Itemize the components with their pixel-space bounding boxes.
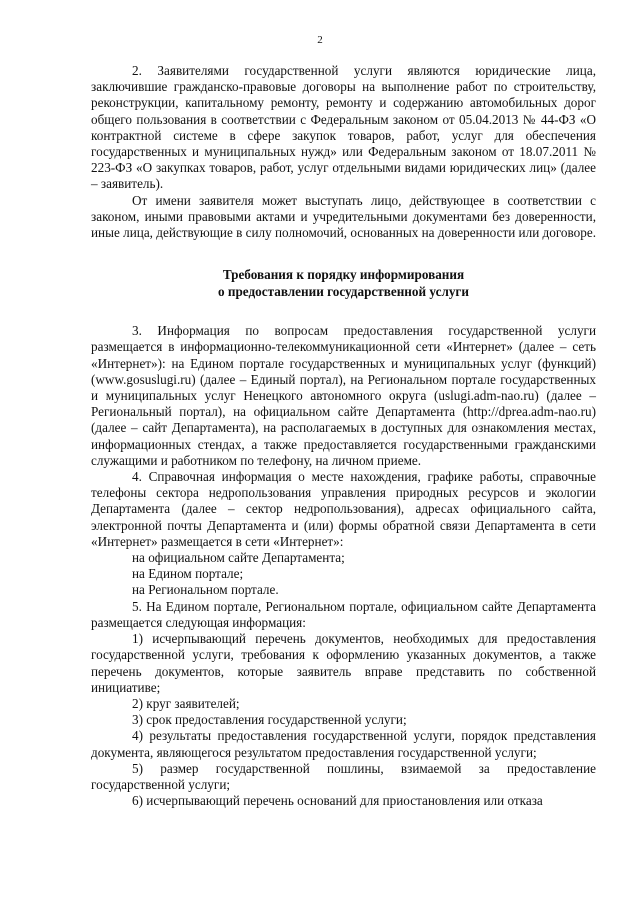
info-list-item: 1) исчерпывающий перечень документов, необходимых для предоставления государственной услуги, требования к оформлению указанных документов, а также перечень документов, которые заявитель вправе представить по собственной инициативе; — [91, 631, 596, 695]
info-list-item: 5) размер государственной пошлины, взимаемой за предоставление государственной услуги; — [91, 760, 596, 792]
place-list-item: на Региональном портале. — [132, 582, 279, 598]
page-number: 2 — [317, 34, 323, 46]
paragraph-5-published-info: 5. На Едином портале, Региональном портале, официальном сайте Департамента размещается следующая информация: — [91, 598, 596, 630]
info-list-item: 4) результаты предоставления государственной услуги, порядок представления документа, являющегося результатом предоставления государственной услуги; — [91, 728, 596, 760]
place-list-item: на официальном сайте Департамента; — [132, 550, 345, 566]
paragraph-4-reference-info: 4. Справочная информация о месте нахождения, графике работы, справочные телефоны сектора недропользования управления природных ресурсов и экологии Департамента (далее – сектор недропользования), адресах официального сайта, электронной почты Департамента и (или) формы обратной связи Департамента в сети «Интернет» размещается в сети «Интернет»: — [91, 469, 596, 549]
paragraph-2-applicants: 2. Заявителями государственной услуги являются юридические лица, заключившие гражданско-правовые договоры на выполнение работ по строительству, реконструкции, капитальному ремонту, ремонту и содержанию автомобильных дорог общего пользования в соответствии с Федеральным законом от 05.04.2013 № 44-ФЗ «О контрактной системе в сфере закупок товаров, работ, услуг для обеспечения государственных и муниципальных нужд» или Федеральным законом от 18.07.2011 № 223-ФЗ «О закупках товаров, работ, услуг отдельными видами юридических лиц» (далее – заявитель). — [91, 63, 596, 192]
place-list-item: на Едином портале; — [132, 566, 244, 582]
info-list-item: 6) исчерпывающий перечень оснований для приостановления или отказа — [132, 793, 543, 809]
paragraph-3-information: 3. Информация по вопросам предоставления государственной услуги размещается в информационно-телекоммуникационной сети «Интернет» (далее – сеть «Интернет»): на Едином портале государственных и муниципальных услуг (функций) (www.gosuslugi.ru) (далее – Единый портал), на Региональном портале государственных и муниципальных услуг Ненецкого автономного округа (uslugi.adm-nao.ru) (далее – Региональный портал), на официальном сайте Департамента (http://dprea.adm-nao.ru) (далее – сайт Департамента), на располагаемых в доступных для ознакомления местах, информационных стендах, а также предоставляется государственными гражданскими служащими и работником по телефону, на личном приеме. — [91, 323, 596, 468]
paragraph-representative: От имени заявителя может выступать лицо, действующее в соответствии с законом, иными правовыми актами и учредительными документами без доверенности, иные лица, действующие в силу полномочий, основанных на доверенности или договоре. — [91, 192, 597, 241]
section-heading-line-2: о предоставлении государственной услуги — [217, 283, 470, 299]
document-body — [91, 63, 596, 809]
info-list-item: 2) круг заявителей; — [132, 695, 240, 711]
section-heading — [91, 267, 596, 300]
info-list-item: 3) срок предоставления государственной услуги; — [132, 712, 407, 728]
section-heading-line-1: Требования к порядку информирования — [222, 267, 465, 283]
